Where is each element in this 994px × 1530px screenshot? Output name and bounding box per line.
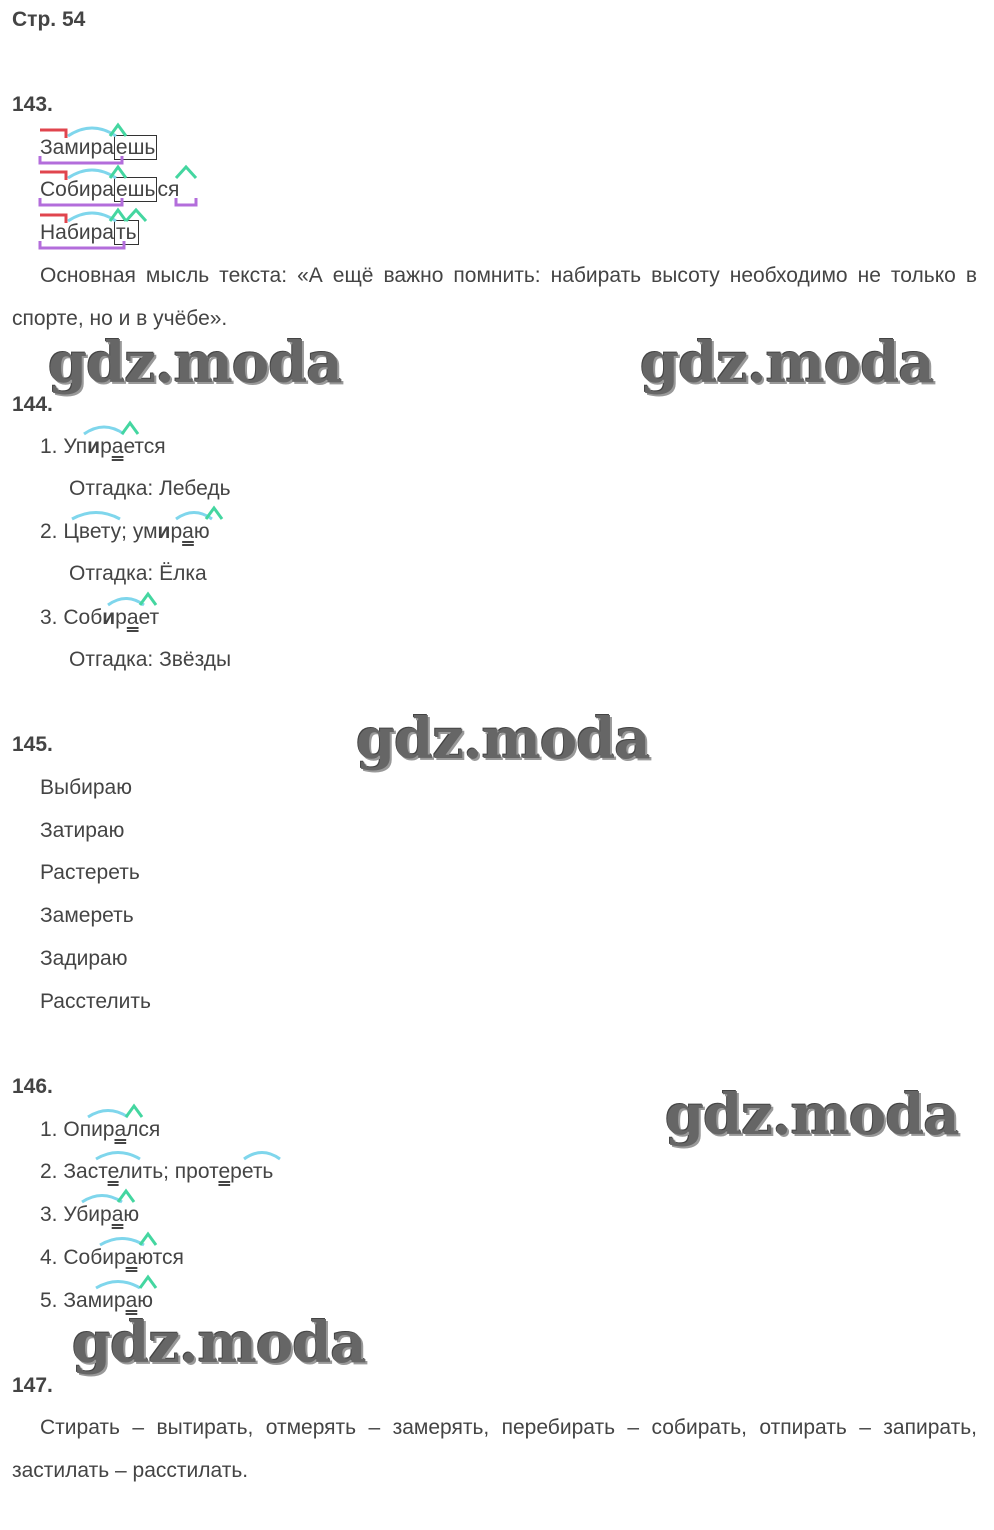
watermark: gdz.moda	[356, 706, 650, 772]
root-arc-mark	[68, 170, 116, 178]
root-arc-mark	[96, 1282, 140, 1289]
ex144-answer-3: Отгадка: Звёзды	[69, 648, 232, 671]
ex144-item-1: 1. Упирается	[40, 435, 166, 458]
suffix-mark	[126, 1106, 142, 1117]
ex145-word-2: Затираю	[40, 819, 125, 842]
ex145-word-4: Замереть	[40, 904, 134, 927]
ex144-answer-1: Отгадка: Лебедь	[69, 477, 231, 500]
exercise-145-number: 145.	[12, 733, 53, 756]
exercise-144-number: 144.	[12, 393, 53, 416]
root-arc-mark	[68, 128, 116, 136]
root-arc-mark	[176, 513, 212, 520]
ex146-item-3: 3. Убираю	[40, 1203, 140, 1226]
ex146-item-2: 2. Застелить; протереть	[40, 1160, 274, 1183]
watermark: gdz.moda	[48, 330, 342, 396]
root-arc-mark	[244, 1153, 280, 1160]
ex145-word-3: Растереть	[40, 861, 140, 884]
ex144-item-3: 3. Собирает	[40, 606, 160, 629]
exercise-146-number: 146.	[12, 1075, 53, 1098]
root-arc-mark	[82, 1196, 122, 1203]
page-title: Стр. 54	[12, 8, 86, 31]
root-arc-mark	[68, 213, 116, 221]
root-arc-mark	[100, 1239, 144, 1246]
ex143-word-3: Набирать	[40, 221, 137, 244]
postfix-mark	[176, 167, 196, 178]
ex143-main-idea: Основная мысль текста: «А ещё важно помнить: набирать высоту необходимо не только в спорте, но и в учёбе».	[12, 264, 977, 330]
suffix-mark	[118, 1191, 134, 1202]
ex146-item-5: 5. Замираю	[40, 1289, 154, 1312]
suffix-mark	[122, 423, 138, 434]
ex144-item-2: 2. Цвету; умираю	[40, 520, 210, 543]
watermark: gdz.moda	[640, 330, 934, 396]
ex146-item-4: 4. Собираются	[40, 1246, 184, 1269]
suffix-mark	[140, 594, 156, 605]
ex144-answer-2: Отгадка: Ёлка	[69, 562, 207, 585]
ex145-word-5: Задираю	[40, 947, 128, 970]
ex146-item-1: 1. Опирался	[40, 1118, 161, 1141]
watermark: gdz.moda	[665, 1082, 959, 1148]
ex143-word-2: Собираешься	[40, 178, 180, 201]
root-arc-mark	[88, 1111, 128, 1118]
exercise-143-number: 143.	[12, 93, 53, 116]
ex145-word-6: Расстелить	[40, 990, 151, 1013]
exercise-147-number: 147.	[12, 1374, 53, 1397]
watermark: gdz.moda	[72, 1310, 366, 1376]
ex145-word-1: Выбираю	[40, 776, 132, 799]
root-arc-mark	[108, 599, 144, 606]
suffix-mark	[140, 1234, 156, 1245]
root-arc-mark	[72, 513, 120, 520]
root-arc-mark	[96, 1153, 140, 1160]
suffix-mark	[140, 1277, 156, 1288]
suffix-mark	[206, 508, 222, 519]
ex143-word-1: Замираешь	[40, 136, 156, 159]
root-arc-mark	[84, 427, 124, 434]
ex147-text: Стирать – вытирать, отмерять – замерять, перебирать – собирать, отпирать – запирать, застилать – расстилать.	[12, 1416, 977, 1482]
